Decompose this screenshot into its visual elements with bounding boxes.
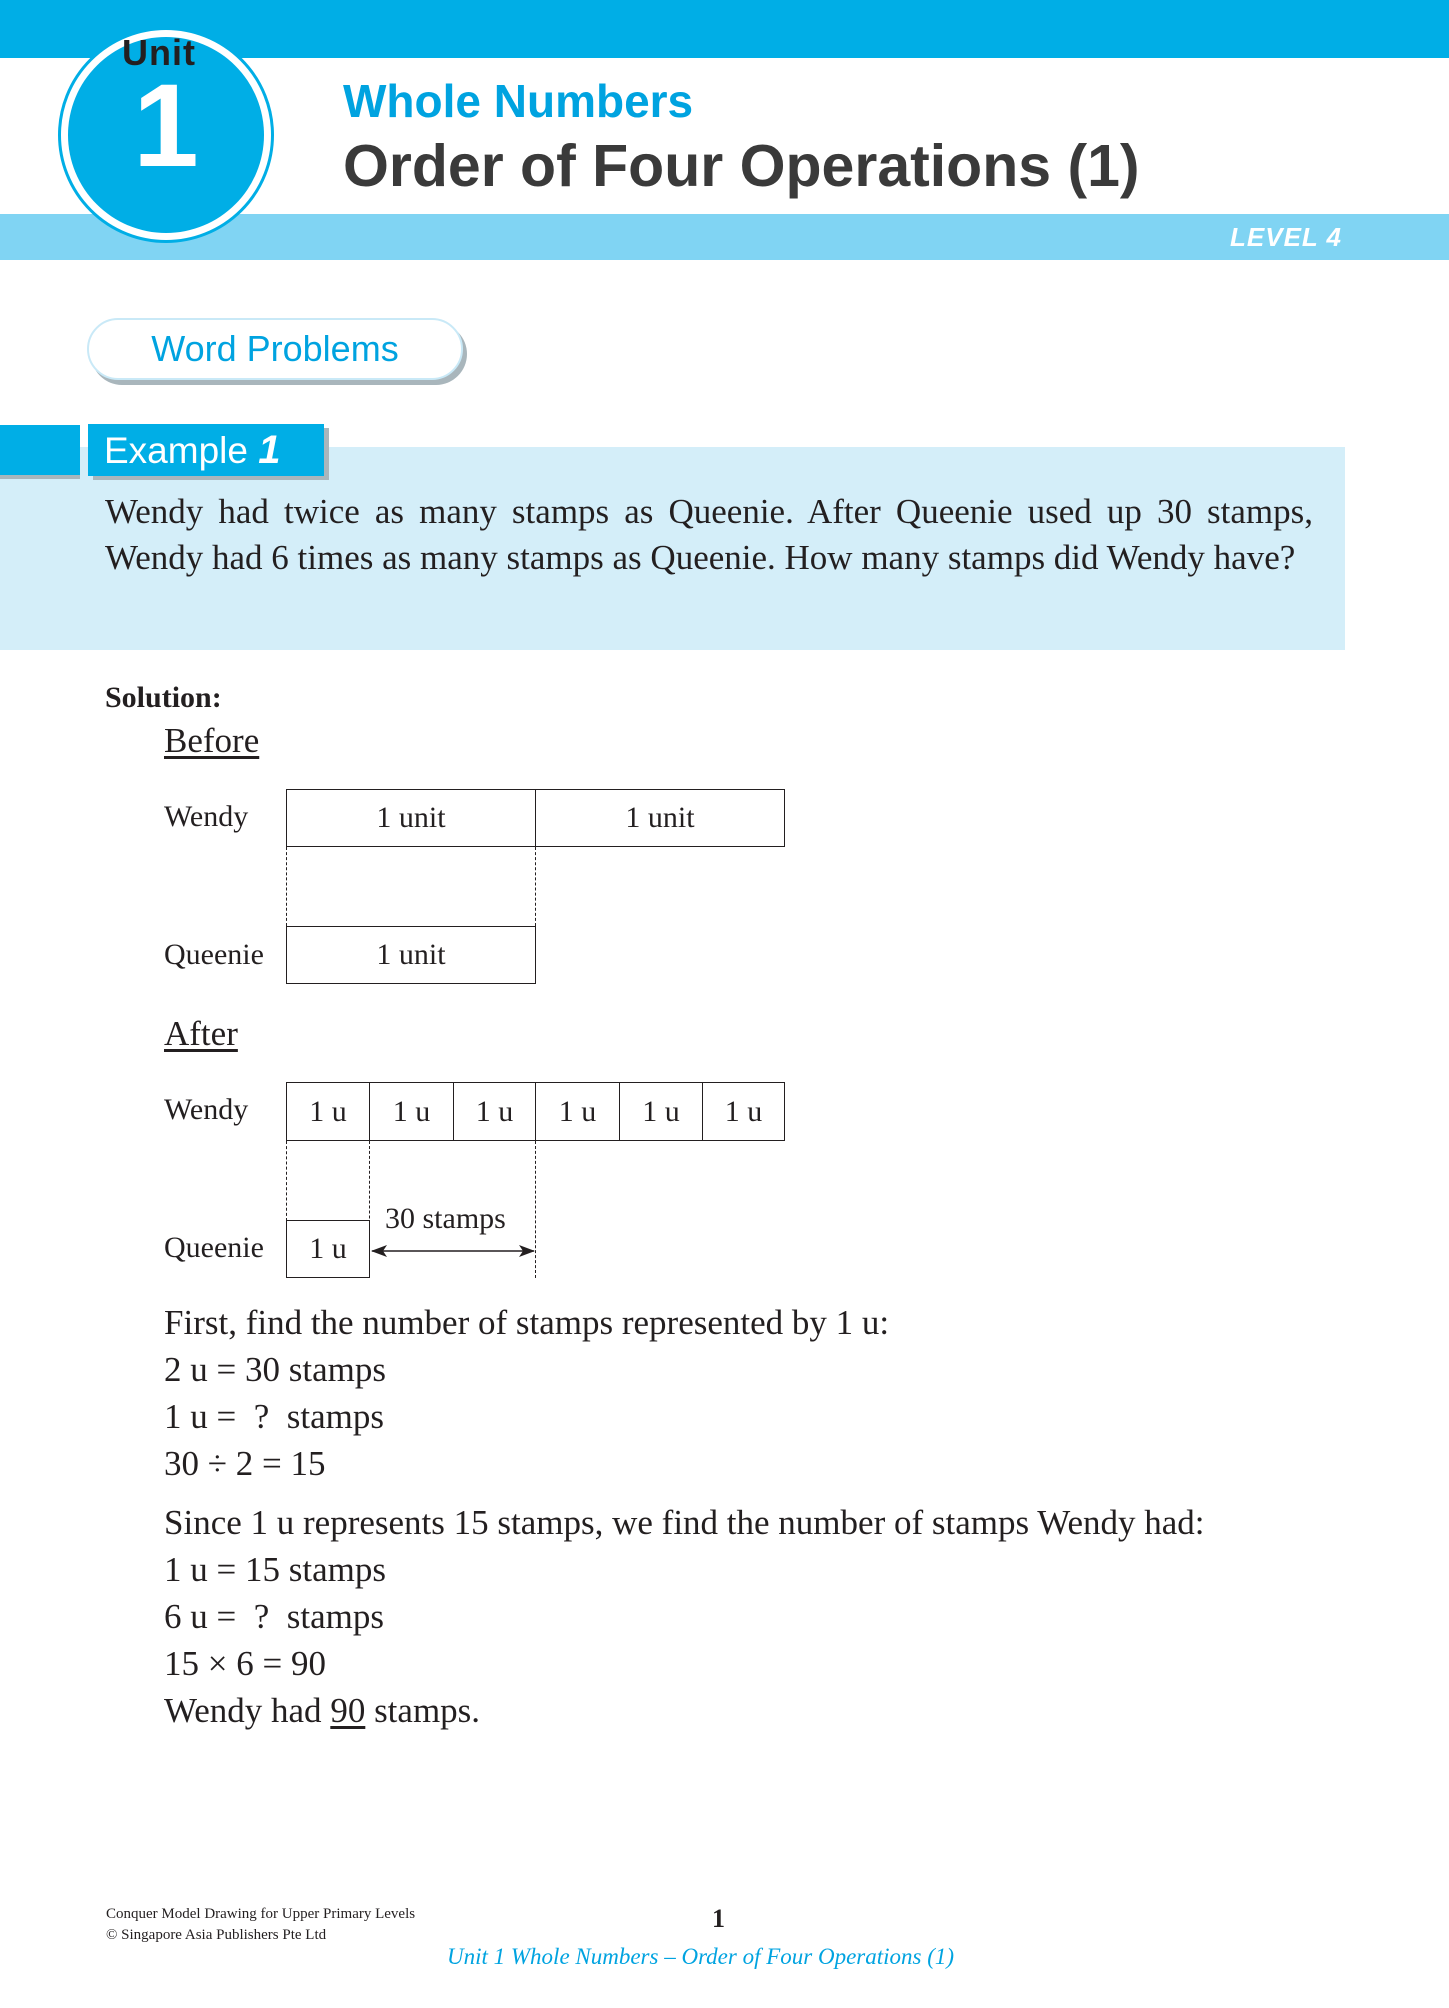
used-stamps-arrow [369, 1241, 537, 1261]
step-line: 30 ÷ 2 = 15 [164, 1444, 326, 1483]
dashed-guide [535, 847, 536, 926]
before-wendy-unit: 1 unit [286, 789, 536, 847]
dashed-guide [286, 1141, 287, 1221]
example-heading [104, 424, 280, 476]
footer-copyright: © Singapore Asia Publishers Pte Ltd [106, 1927, 327, 1943]
after-wendy-label: Wendy [164, 1093, 249, 1126]
dashed-guide [286, 847, 287, 926]
example-tab-left [0, 425, 80, 475]
question-text: Wendy had twice as many stamps as Queenie. After Queenie used up 30 stamps, Wendy had 6 times as many stamps as Queenie. How many stamps did Wendy have? [105, 492, 1313, 577]
after-wendy-unit: 1 u [535, 1082, 620, 1141]
after-wendy-unit: 1 u [286, 1082, 370, 1141]
after-wendy-unit: 1 u [619, 1082, 703, 1141]
step-line: 6 u = ? stamps [164, 1597, 384, 1636]
after-queenie-unit: 1 u [286, 1220, 370, 1278]
level-label: LEVEL 4 [1230, 222, 1343, 252]
after-wendy-unit: 1 u [453, 1082, 536, 1141]
footer-book: Conquer Model Drawing for Upper Primary Levels [106, 1906, 416, 1922]
step-line: 1 u = 15 stamps [164, 1550, 386, 1589]
section-label: Word Problems [151, 328, 399, 369]
example-label: Example [104, 430, 248, 471]
answer-value: 90 [330, 1691, 366, 1730]
solution-heading: Solution: [105, 681, 222, 714]
footer-unit-title: Unit 1 Whole Numbers – Order of Four Operations (1) [447, 1944, 955, 1969]
example-number: 1 [258, 428, 281, 472]
after-wendy-unit: 1 u [702, 1082, 785, 1141]
step-line: 1 u = ? stamps [164, 1397, 384, 1436]
unit-label: Unit [122, 32, 196, 73]
answer-sentence [164, 1691, 480, 1731]
before-queenie-unit: 1 unit [286, 926, 536, 984]
unit-number: 1 [133, 60, 199, 192]
step-line: 15 × 6 = 90 [164, 1644, 326, 1683]
before-wendy-unit: 1 unit [535, 789, 785, 847]
answer-prefix: Wendy had [164, 1691, 331, 1730]
topic-title: Whole Numbers [343, 75, 694, 127]
answer-suffix: stamps. [365, 1691, 481, 1730]
after-title: After [164, 1014, 238, 1053]
step-since: Since 1 u represents 15 stamps, we find the number of stamps Wendy had: [164, 1503, 1205, 1542]
page-number: 1 [712, 1904, 725, 1933]
before-title: Before [164, 721, 260, 760]
before-wendy-label: Wendy [164, 800, 249, 833]
step-intro: First, find the number of stamps represented by 1 u: [164, 1303, 890, 1342]
after-queenie-label: Queenie [164, 1231, 264, 1264]
before-queenie-label: Queenie [164, 938, 264, 971]
after-wendy-unit: 1 u [369, 1082, 454, 1141]
step-line: 2 u = 30 stamps [164, 1350, 386, 1389]
page-title: Order of Four Operations (1) [343, 133, 1140, 199]
used-stamps-label: 30 stamps [385, 1202, 506, 1235]
